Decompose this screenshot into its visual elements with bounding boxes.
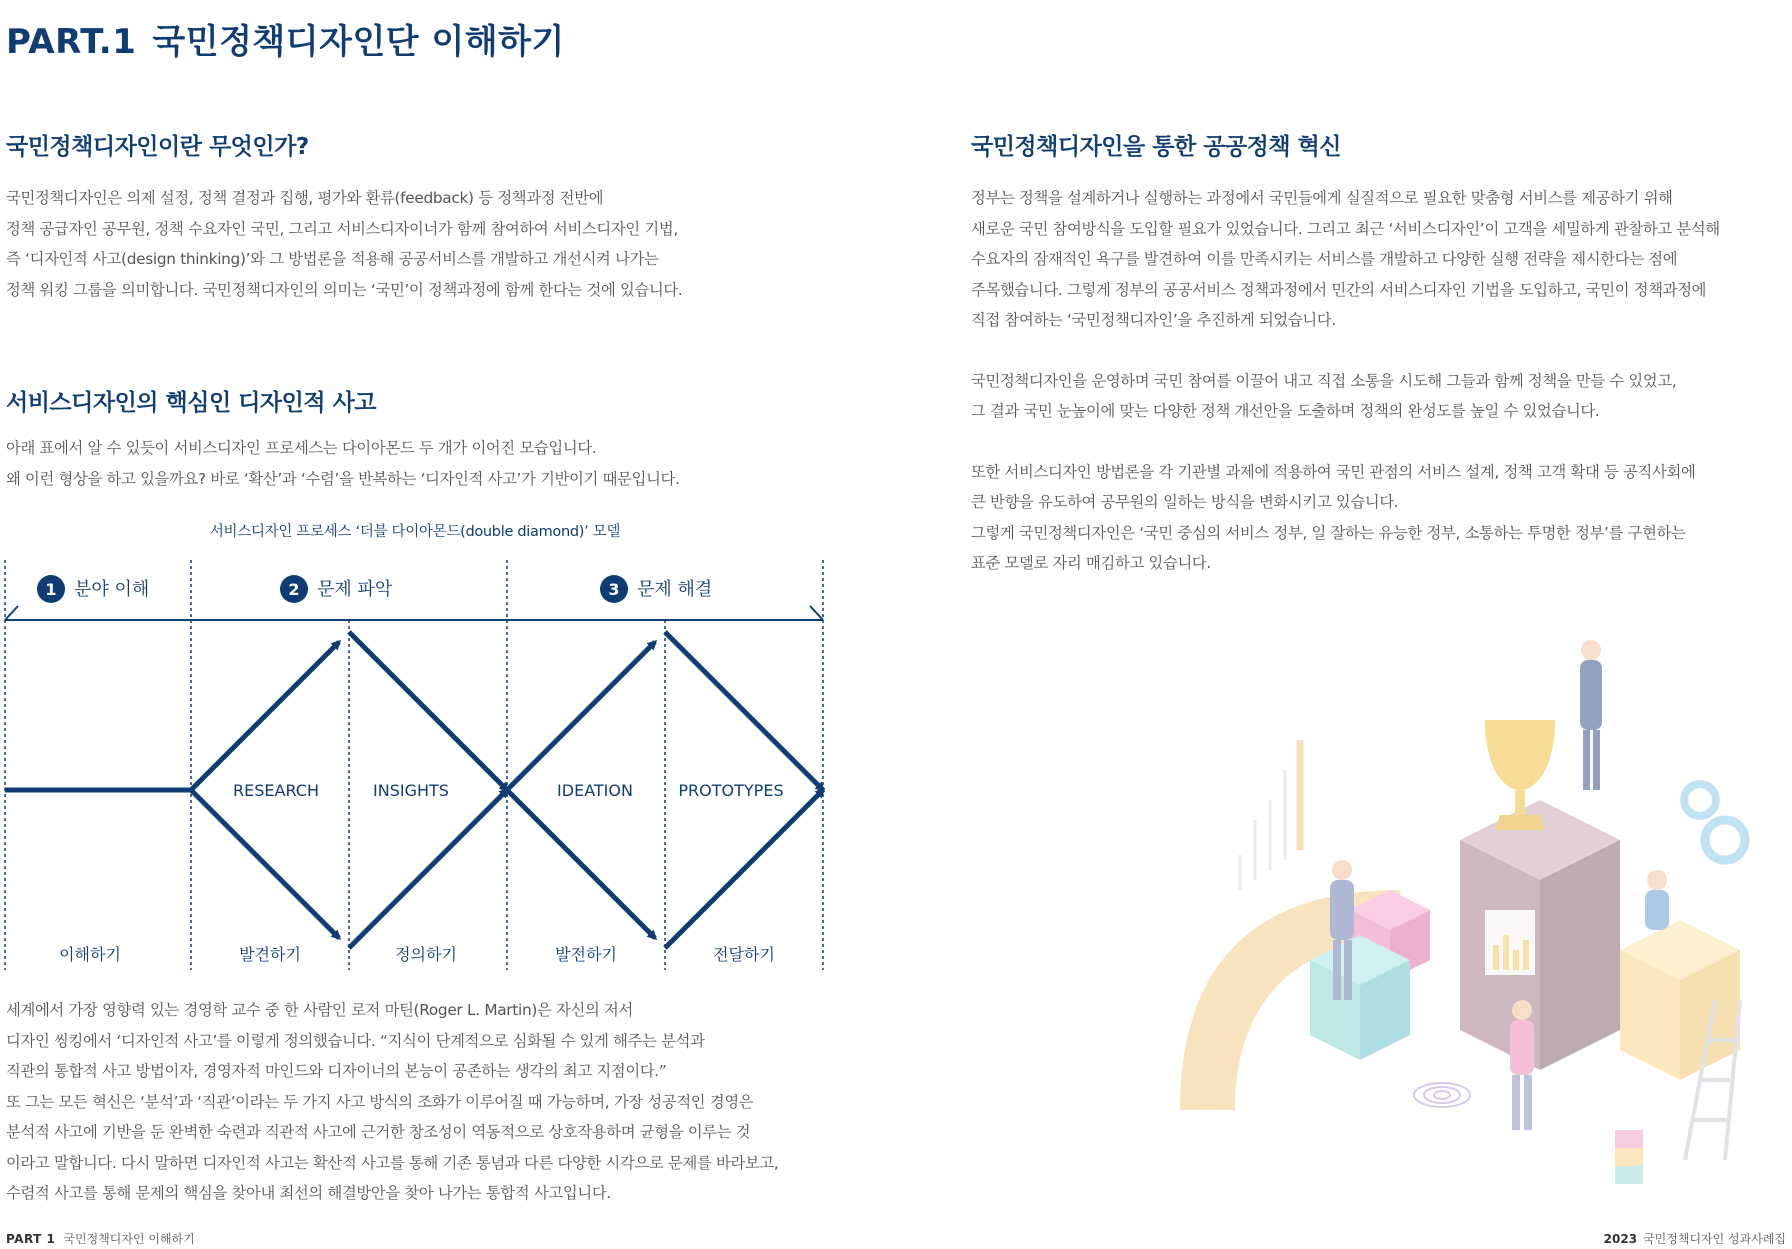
phase-number: 1 (45, 580, 57, 599)
text-line: 즉 ‘디자인적 사고(design thinking)’와 그 방법론을 적용해 공공서비스를 개발하고 개선시켜 나가는 (6, 250, 659, 268)
text-line: 세계에서 가장 영향력 있는 경영학 교수 중 한 사람인 로저 마틴(Roger L. Martin)은 자신의 저서 (6, 1001, 633, 1019)
text-line: 국민정책디자인은 의제 설정, 정책 결정과 집행, 평가와 환류(feedback) 등 정책과정 전반에 (6, 189, 604, 207)
text-line: 정책 공급자인 공무원, 정책 수요자인 국민, 그리고 서비스디자이너가 함께 참여하여 서비스디자인 기법, (6, 219, 678, 238)
stage-label: PROTOTYPES (678, 781, 784, 800)
gear-icon (1684, 784, 1716, 816)
text-line: 분석적 사고에 기반을 둔 완벽한 숙련과 직관적 사고에 근거한 창조성이 역동적으로 상호작용하며 균형을 이루는 것 (6, 1123, 751, 1141)
phase-label: 분야 이해 (74, 579, 150, 600)
text-line: 아래 표에서 알 수 있듯이 서비스디자인 프로세스는 다이아몬드 두 개가 이어진 모습입니다. (6, 439, 597, 457)
success-trophy-illustration (1160, 640, 1760, 1210)
text-line: 정책 워킹 그룹을 의미합니다. 국민정책디자인의 의미는 ‘국민’이 정책과정에 함께 한다는 것에 있습니다. (6, 280, 683, 299)
text-line: 그 결과 국민 눈높이에 맞는 다양한 정책 개선안을 도출하며 정책의 완성도를 높일 수 있었습니다. (971, 402, 1600, 420)
text-line: 이라고 말합니다. 다시 말하면 디자인적 사고는 확산적 사고를 통해 기존 통념과 다른 다양한 시각으로 문제를 바라보고, (6, 1153, 779, 1172)
footer-right (1604, 1230, 1786, 1247)
phase-2 (280, 575, 393, 603)
diamond-edge (191, 790, 339, 938)
text-line: 큰 반향을 유도하여 공무원의 일하는 방식을 변화시키고 있습니다. (971, 493, 1399, 511)
trophy-icon (1485, 720, 1555, 790)
text-line: 그렇게 국민정책디자인은 ‘국민 중심의 서비스 정부, 일 잘하는 유능한 정부, 소통하는 투명한 정부’를 구현하는 (971, 523, 1686, 542)
diagram-caption: 서비스디자인 프로세스 ‘더블 다이아몬드(double diamond)’ 모델 (209, 524, 621, 540)
text-line: 직관의 통합적 사고 방법이자, 경영자적 마인드와 디자이너의 본능이 공존하는 생각의 최고 지점이다.” (6, 1062, 667, 1080)
diamond-edge (349, 632, 507, 790)
diamond-edge (349, 790, 507, 948)
phase-3 (600, 575, 712, 603)
step-label: 정의하기 (395, 945, 457, 964)
step-label: 이해하기 (59, 945, 121, 964)
gear-icon (1705, 820, 1745, 860)
step-label: 발견하기 (239, 945, 301, 964)
right-paragraphs (971, 183, 1720, 579)
text-line: 또한 서비스디자인 방법론을 각 기관별 과제에 적용하여 국민 관점의 서비스 설계, 정책 고객 확대 등 공직사회에 (971, 462, 1696, 481)
text-line: 주목했습니다. 그렇게 정부의 공공서비스 정책과정에서 민간의 서비스디자인 기법을 도입하고, 국민이 정책과정에 (971, 280, 1707, 299)
stage-label: RESEARCH (233, 781, 319, 800)
part-number: PART.1 (6, 22, 137, 62)
footer-year: 2023 (1603, 1232, 1638, 1246)
section3-paragraph (6, 995, 778, 1209)
phase-number: 3 (608, 580, 620, 599)
phase-1 (37, 575, 149, 603)
text-line: 새로운 국민 참여방식을 도입할 필요가 있었습니다. 그리고 최근 ‘서비스디자인’이 고객을 세밀하게 관찰하고 분석해 (971, 219, 1720, 238)
diamond-edge (665, 632, 823, 790)
phase-label: 문제 해결 (637, 579, 713, 600)
phase-label: 문제 파악 (317, 579, 393, 600)
phase-number: 2 (288, 580, 300, 599)
footer-book-title: 국민정책디자인 성과사례집 (1643, 1232, 1786, 1246)
step-label: 발전하기 (555, 945, 617, 964)
section-title-innovation: 국민정책디자인을 통한 공공정책 혁신 (971, 134, 1342, 160)
section1-paragraph (6, 183, 682, 305)
diamond-edge (191, 642, 339, 790)
diamond-edge (665, 790, 823, 948)
text-line: 표준 모델로 자리 매김하고 있습니다. (971, 554, 1211, 572)
diamond-edge (507, 642, 655, 790)
stage-label: IDEATION (557, 781, 633, 800)
page-header (6, 14, 565, 63)
footer-left (6, 1230, 195, 1247)
step-label: 전달하기 (713, 945, 775, 964)
text-line: 왜 이런 형상을 하고 있을까요? 바로 ‘확산’과 ‘수렴’을 반복하는 ‘디자인적 사고’가 기반이기 때문입니다. (6, 469, 680, 488)
section2-paragraph (6, 433, 680, 494)
text-line: 수요자의 잠재적인 욕구를 발견하여 이를 만족시키는 서비스를 개발하고 다양한 실행 전략을 제시한다는 점에 (971, 250, 1678, 268)
text-line: 국민정책디자인을 운영하며 국민 참여를 이끌어 내고 직접 소통을 시도해 그들과 함께 정책을 만들 수 있었고, (971, 371, 1677, 390)
section-title-design-thinking: 서비스디자인의 핵심인 디자인적 사고 (6, 390, 377, 416)
section-title-what-is: 국민정책디자인이란 무엇인가? (6, 134, 309, 160)
text-line: 정부는 정책을 설계하거나 실행하는 과정에서 국민들에게 실질적으로 필요한 맞춤형 서비스를 제공하기 위해 (971, 189, 1673, 207)
double-diamond-diagram (0, 550, 830, 980)
part-title: 국민정책디자인단 이해하기 (152, 22, 565, 62)
text-line: 수렴적 사고를 통해 문제의 핵심을 찾아내 최선의 해결방안을 찾아 나가는 통합적 사고입니다. (6, 1184, 611, 1202)
diamond-edge (507, 790, 655, 938)
stage-label: INSIGHTS (373, 781, 449, 800)
text-line: 또 그는 모든 혁신은 ‘분석’과 ‘직관’이라는 두 가지 사고 방식의 조화가 이루어질 때 가능하며, 가장 성공적인 경영은 (6, 1092, 754, 1111)
text-line: 직접 참여하는 ‘국민정책디자인’을 추진하게 되었습니다. (971, 311, 1336, 329)
footer-part-title: 국민정책디자인 이해하기 (63, 1232, 195, 1246)
text-line: 디자인 씽킹에서 ‘디자인적 사고’를 이렇게 정의했습니다. “지식이 단계적으로 심화될 수 있게 해주는 분석과 (6, 1031, 705, 1050)
footer-part: PART 1 (6, 1232, 56, 1246)
